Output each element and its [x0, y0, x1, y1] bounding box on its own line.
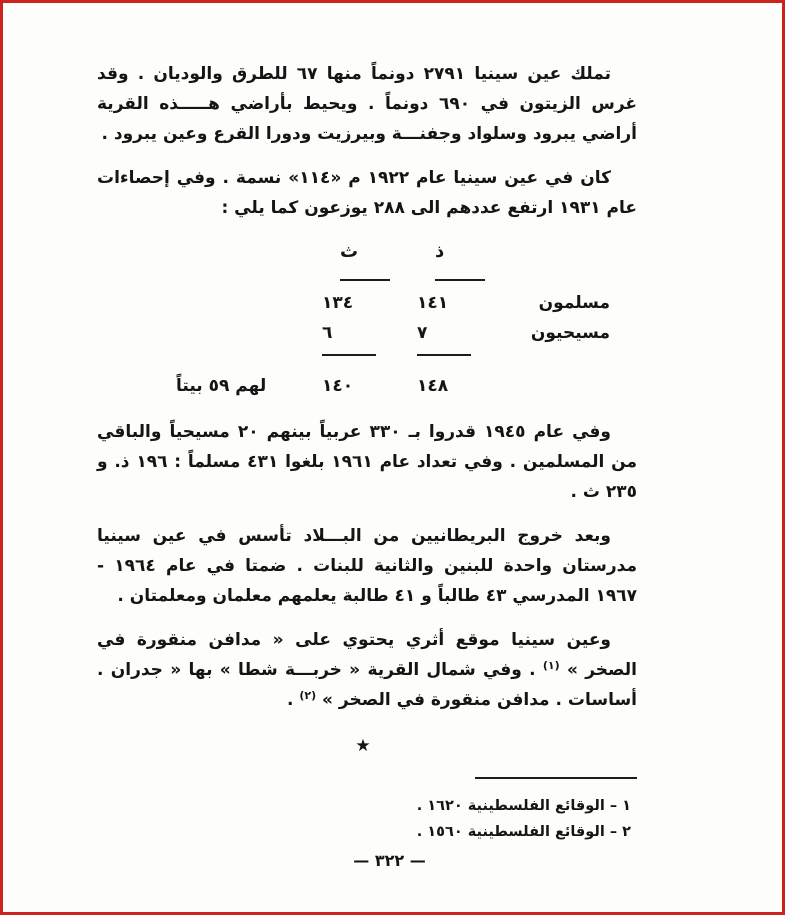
- census-total-rule-male: [417, 348, 532, 363]
- census-houses-note: لهم ٥٩ بيتاً: [176, 376, 267, 396]
- paragraph-archaeology-mid: . وفي شمال القرية « خربـــة شطا » بها « جدران . أساسات . مدافن منقورة في الصخر »: [97, 660, 637, 710]
- census-cell-empty: [532, 363, 622, 401]
- footnote-separator-rule: [475, 777, 637, 779]
- footnote-1: ١ – الوقائع الفلسطينية ١٦٢٠ .: [416, 798, 631, 814]
- census-table: [172, 237, 622, 401]
- footnote-2: ٢ – الوقائع الفلسطينية ١٥٦٠ .: [416, 824, 631, 840]
- census-rule-spacer: [532, 348, 622, 363]
- census-cell-empty: [172, 288, 322, 318]
- census-christians-male: ٧: [417, 323, 428, 343]
- section-divider-star: ★: [355, 736, 371, 756]
- census-total-rule-female: [322, 348, 417, 363]
- census-muslims-female: ١٣٤: [322, 293, 354, 313]
- paragraph-archaeology-pre: وعين سينيا موقع أثري يحتوي على « مدافن منقورة في الصخر »: [97, 630, 638, 680]
- paragraph-1945-estimate: وفي عام ١٩٤٥ قدروا بـ ٣٣٠ عربياً بينهم ٢٠ مسيحياً والباقي من المسلمين . وفي تعداد عام ١٩٦١ بلغوا ٤٣١ مسلماً : ١٩٦ ذ. و ٢٣٥ ث .: [97, 422, 637, 502]
- census-header-female: ث: [340, 241, 359, 262]
- footnotes-block: [97, 793, 637, 845]
- census-christians-female: ٦: [322, 323, 333, 343]
- paragraph-schools: وبعد خروج البريطانيين من البـــلاد تأسس في عين سينيا مدرستان واحدة للبنين والثانية للبنات . ضمتا في عام ١٩٦٤ - ١٩٦٧ المدرسي ٤٣ طالباً و ٤١ طالبة يعلمهم معلمان ومعلمتان .: [97, 526, 637, 606]
- paragraph-archaeology-end: .: [286, 690, 300, 710]
- census-row-label-christians: مسيحيون: [530, 323, 610, 343]
- page-text-block: [0, 3, 782, 915]
- census-rule-spacer: [532, 273, 622, 288]
- footnote-marker-2: (٢): [299, 689, 317, 702]
- paragraph-land-ownership: تملك عين سينيا ٢٧٩١ دونماً منها ٦٧ للطرق والوديان . وقد غرس الزيتون في ٦٩٠ دونماً . ويحيط بأراضي هـــــذه القرية أراضي يبرود وسلواد وجفنـــة وبيرزيت ودورا القرع وعين يبرود .: [97, 64, 638, 144]
- census-total-male: ١٤٨: [417, 376, 449, 396]
- census-rule-male: [417, 273, 532, 288]
- census-muslims-male: ١٤١: [417, 293, 449, 313]
- census-header-spacer: [172, 237, 322, 273]
- paragraph-archaeology: [97, 625, 637, 715]
- census-rule-female: [322, 273, 417, 288]
- census-header-spacer: [532, 237, 622, 273]
- census-row-label-muslims: مسلمون: [538, 293, 610, 313]
- page-number: — ٣٢٢ —: [353, 851, 426, 870]
- paragraph-census-1922-1931: كان في عين سينيا عام ١٩٢٢ م «١١٤» نسمة . وفي إحصاءات عام ١٩٣١ ارتفع عددهم الى ٢٨٨ يوزعون كما يلي :: [97, 168, 637, 218]
- census-rule-spacer: [172, 273, 322, 288]
- census-rule-spacer: [172, 348, 322, 363]
- footnote-marker-1: (١): [542, 659, 560, 672]
- census-total-female: ١٤٠: [322, 376, 354, 396]
- census-cell-empty: [172, 318, 322, 348]
- census-header-male: ذ: [435, 241, 445, 262]
